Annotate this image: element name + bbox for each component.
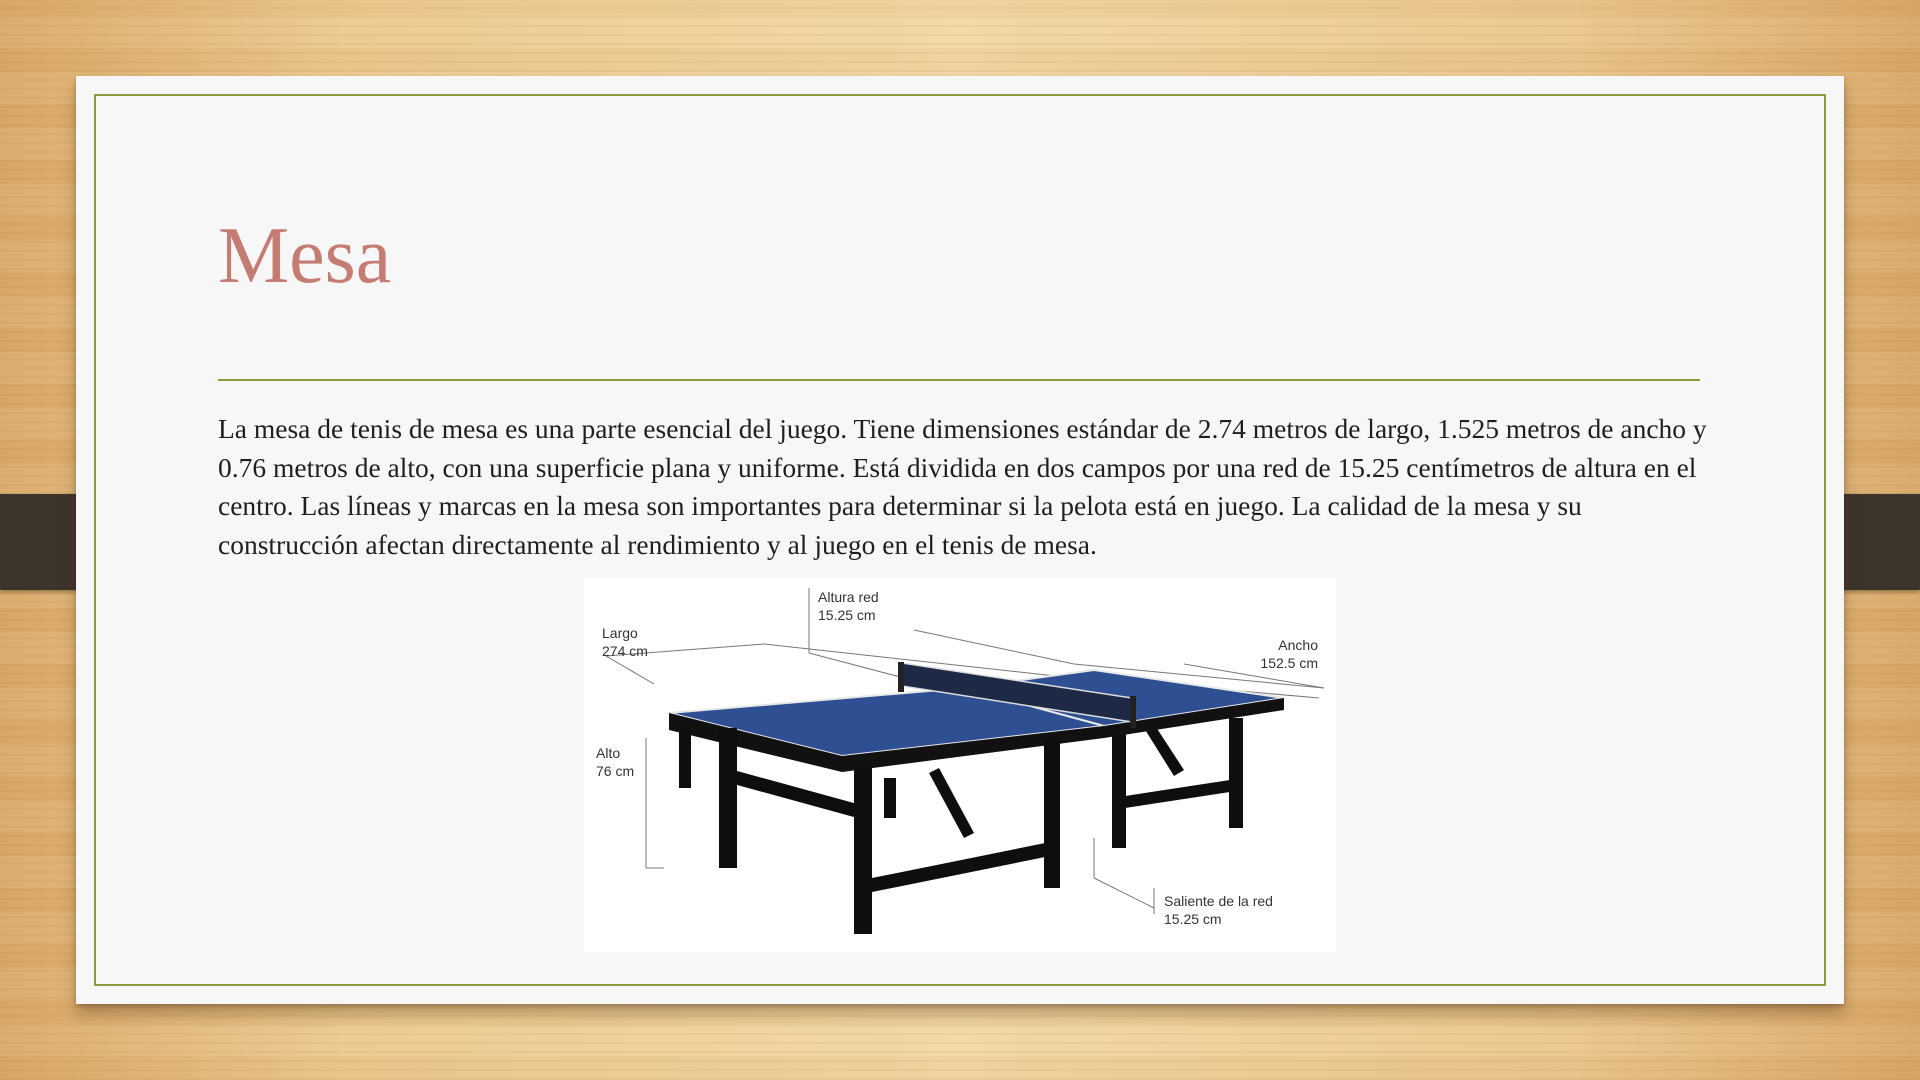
- label-ancho-title: Ancho: [1278, 637, 1318, 653]
- label-saliente-value: 15.25 cm: [1164, 911, 1222, 927]
- label-largo-value: 274 cm: [602, 643, 648, 659]
- label-alto-value: 76 cm: [596, 763, 635, 779]
- label-altura-red-title: Altura red: [818, 589, 879, 605]
- ping-pong-table-diagram: [584, 578, 1336, 952]
- label-alto-title: Alto: [596, 745, 621, 761]
- slide-title: Mesa: [218, 212, 392, 300]
- label-saliente-title: Saliente de la red: [1164, 893, 1273, 909]
- label-ancho-value: 152.5 cm: [1260, 655, 1318, 671]
- label-altura-red-value: 15.25 cm: [818, 607, 876, 623]
- label-largo-title: Largo: [602, 625, 638, 641]
- slide: [76, 76, 1844, 1004]
- title-divider: [218, 379, 1700, 381]
- slide-body-text: La mesa de tenis de mesa es una parte esencial del juego. Tiene dimensiones estándar de 2.74 metros de largo, 1.525 metros de ancho y 0.76 metros de alto, con una superficie plana y uniforme. Está dividida en dos campos por una red de 15.25 centímetros de altura en el centro. Las líneas y marcas en la mesa son importantes para determinar si la pelota está en juego. La calidad de la mesa y su construcción afectan directamente al rendimiento y al juego en el tenis de mesa.: [218, 413, 1707, 560]
- table-illustration: [584, 578, 1336, 952]
